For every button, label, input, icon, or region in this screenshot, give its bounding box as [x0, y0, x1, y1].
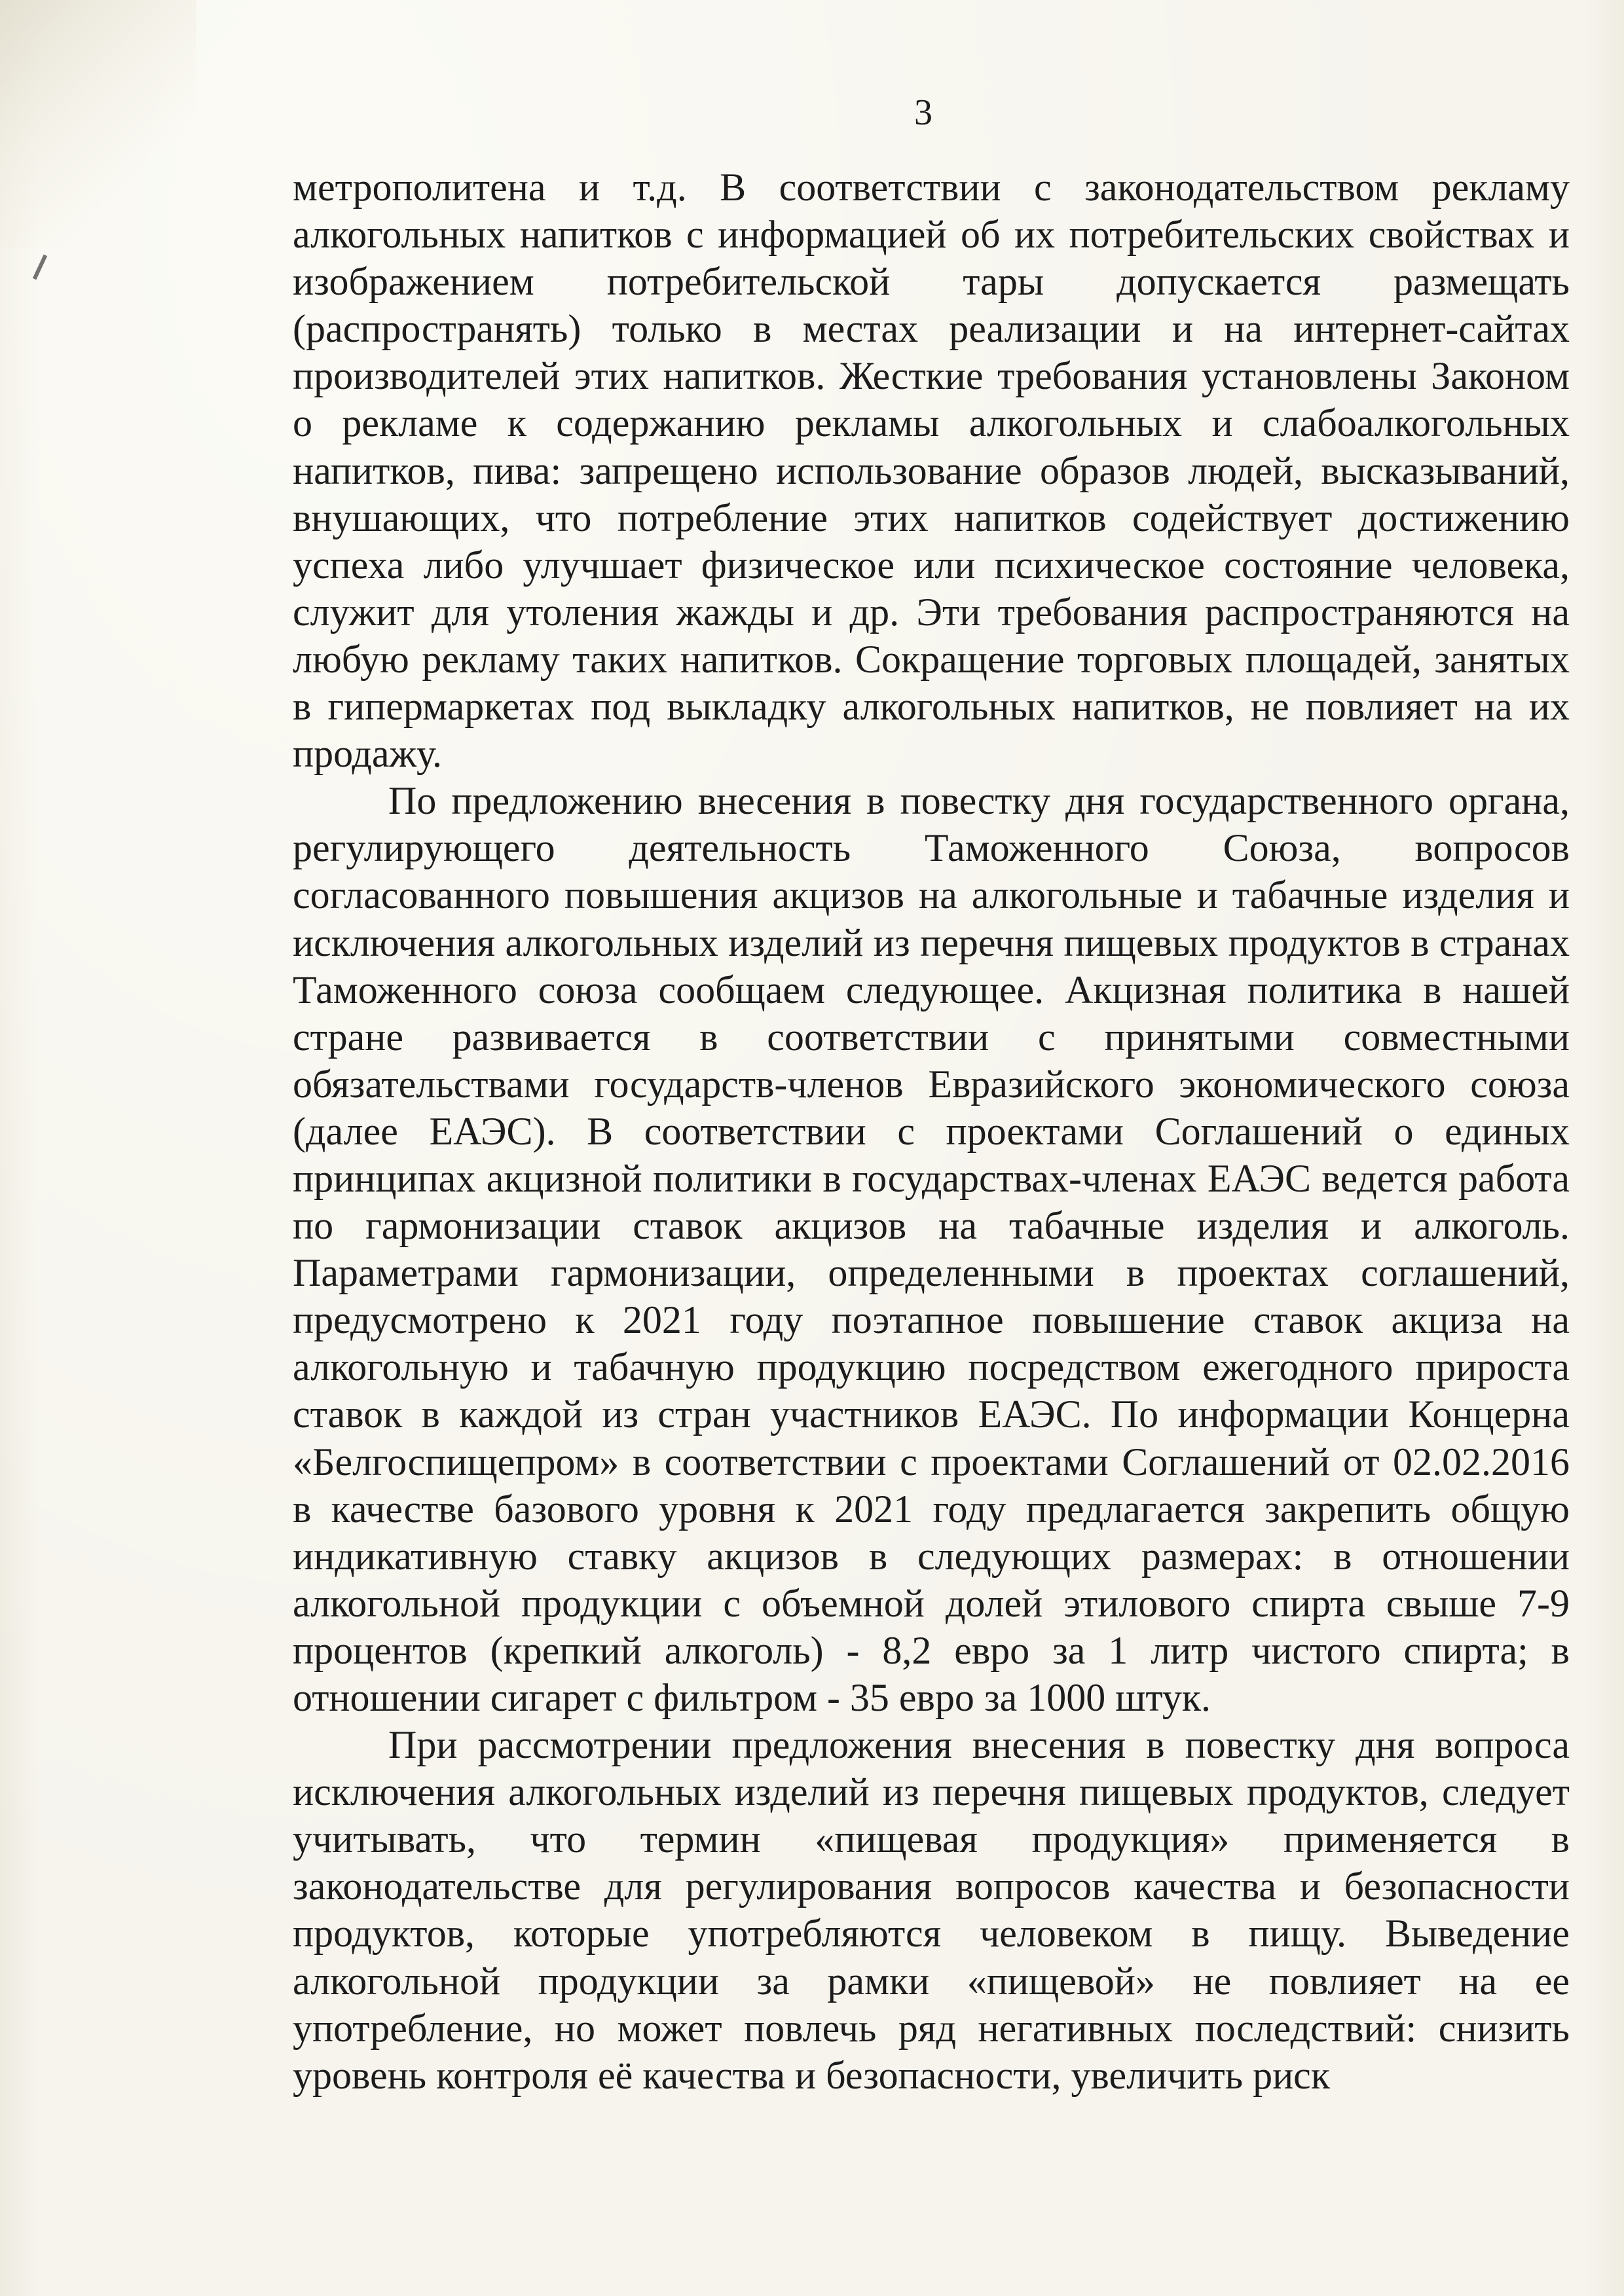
document-body: [293, 164, 1570, 2099]
page-number: 3: [914, 92, 932, 133]
paragraph-food-product-status: При рассмотрении предложения внесения в повестку дня вопроса исключения алкогольных изделий из перечня пищевых продуктов, следует учитывать, что термин «пищевая продукция» применяется в законодательстве для регулирования вопросов качества и безопасности продуктов, которые употребляются человеком в пищу. Выведение алкогольной продукции за рамки «пищевой» не повлияет на ее употребление, но может повлечь ряд негативных последствий: снизить уровень контроля её качества и безопасности, увеличить риск: [293, 1723, 1570, 2097]
paragraph-advertising: метрополитена и т.д. В соответствии с законодательством рекламу алкогольных напитков с информацией об их потребительских свойствах и изображением потребительской тары допускается размещать (распространять) только в местах реализации и на интернет-сайтах производителей этих напитков. Жесткие требования установлены Законом о рекламе к содержанию рекламы алкогольных и слабоалкогольных напитков, пива: запрещено использование образов людей, высказываний, внушающих, что потребление этих напитков содействует достижению успеха либо улучшает физическое или психическое состояние человека, служит для утоления жажды и др. Эти требования распространяются на любую рекламу таких напитков. Сокращение торговых площадей, занятых в гипермаркетах под выкладку алкогольных напитков, не повлияет на их продажу.: [293, 166, 1570, 776]
paper-fold-shadow: [0, 0, 196, 249]
margin-pen-mark: [33, 255, 47, 280]
paragraph-excise-policy: По предложению внесения в повестку дня государственного органа, регулирующего деятельность Таможенного Союза, вопросов согласованного повышения акцизов на алкогольные и табачные изделия и исключения алкогольных изделий из перечня пищевых продуктов в странах Таможенного союза сообщаем следующее. Акцизная политика в нашей стране развивается в соответствии с принятыми совместными обязательствами государств-членов Евразийского экономического союза (далее ЕАЭС). В соответствии с проектами Соглашений о единых принципах акцизной политики в государствах-членах ЕАЭС ведется работа по гармонизации ставок акцизов на табачные изделия и алкоголь. Параметрами гармонизации, определенными в проектах соглашений, предусмотрено к 2021 году поэтапное повышение ставок акциза на алкогольную и табачную продукцию посредством ежегодного прироста ставок в каждой из стран участников ЕАЭС. По информации Концерна «Белгоспищепром» в соответствии с проектами Соглашений от 02.02.2016 в качестве базового уровня к 2021 году предлагается закрепить общую индикативную ставку акцизов в следующих размерах: в отношении алкогольной продукции с объемной долей этилового спирта свыше 7-9 процентов (крепкий алкоголь) - 8,2 евро за 1 литр чистого спирта; в отношении сигарет с фильтром - 35 евро за 1000 штук.: [293, 779, 1570, 1719]
